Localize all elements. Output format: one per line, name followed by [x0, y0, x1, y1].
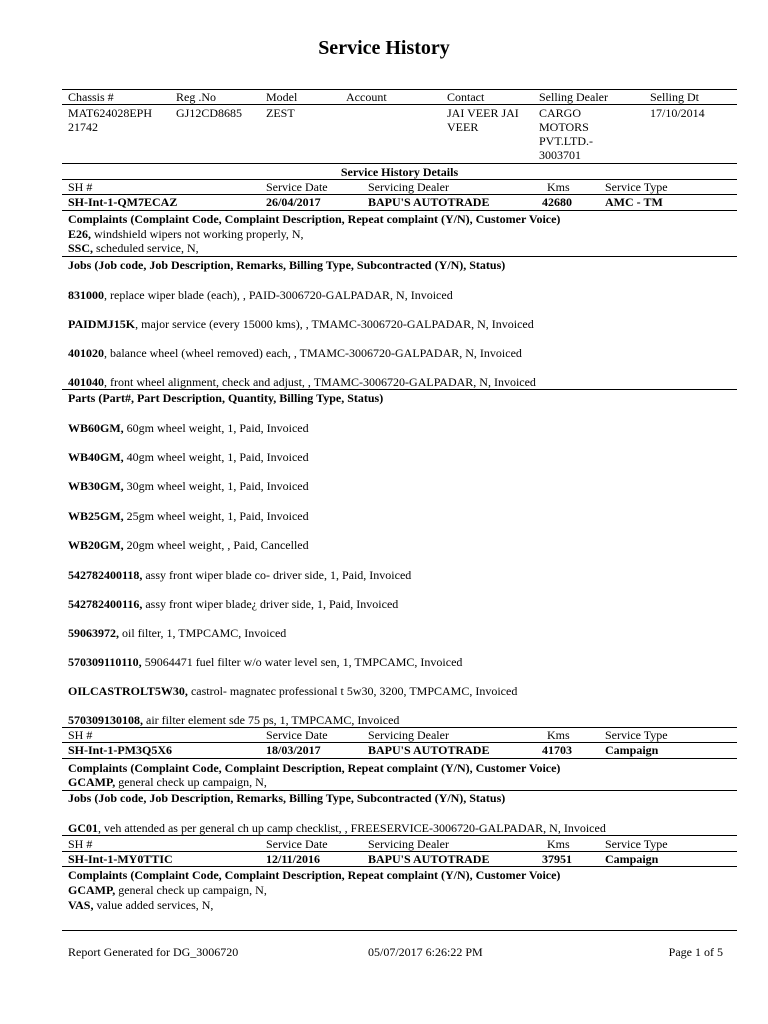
- job-item: 401020, balance wheel (wheel removed) each, , TMAMC-3006720-GALPADAR, N, Invoiced: [68, 346, 522, 360]
- jobs-header: Jobs (Job code, Job Description, Remarks, Billing Type, Subcontracted (Y/N), Status): [68, 258, 506, 272]
- service-date: 12/11/2016: [266, 852, 321, 866]
- sh-number: SH-Int-1-PM3Q5X6: [68, 743, 172, 757]
- servicing-dealer: BAPU'S AUTOTRADE: [368, 195, 490, 209]
- service-type-header: Service Type: [605, 180, 668, 194]
- complaint-item: SSC, scheduled service, N,: [68, 241, 199, 255]
- col-header-chassis: Chassis #: [68, 90, 114, 104]
- job-item: PAIDMJ15K, major service (every 15000 kms), , TMAMC-3006720-GALPADAR, N, Invoiced: [68, 317, 534, 331]
- reg-no-value: GJ12CD8685: [176, 106, 243, 120]
- kms-header: Kms: [547, 837, 570, 851]
- service-type: Campaign: [605, 852, 659, 866]
- complaint-item: GCAMP, general check up campaign, N,: [68, 883, 267, 897]
- model-value: ZEST: [266, 106, 295, 120]
- selling-dealer-line2: MOTORS: [539, 120, 589, 134]
- service-type: AMC - TM: [605, 195, 663, 209]
- service-type: Campaign: [605, 743, 659, 757]
- part-item: 542782400118, assy front wiper blade co- driver side, 1, Paid, Invoiced: [68, 568, 412, 582]
- complaint-item: VAS, value added services, N,: [68, 898, 214, 912]
- kms-value: 37951: [542, 852, 572, 866]
- footer-divider: [62, 930, 737, 931]
- kms-header: Kms: [547, 180, 570, 194]
- jobs-header: Jobs (Job code, Job Description, Remarks, Billing Type, Subcontracted (Y/N), Status): [68, 791, 506, 805]
- servicing-dealer: BAPU'S AUTOTRADE: [368, 852, 490, 866]
- col-header-reg-no: Reg .No: [176, 90, 216, 104]
- sh-header: SH #: [68, 180, 93, 194]
- divider: [62, 89, 737, 90]
- col-header-model: Model: [266, 90, 298, 104]
- page-title: Service History: [318, 37, 450, 59]
- complaint-item: GCAMP, general check up campaign, N,: [68, 775, 267, 789]
- part-item: 570309110110, 59064471 fuel filter w/o water level sen, 1, TMPCAMC, Invoiced: [68, 655, 463, 669]
- sh-number: SH-Int-1-QM7ECAZ: [68, 195, 178, 209]
- part-item: 570309130108, air filter element sde 75 ps, 1, TMPCAMC, Invoiced: [68, 713, 400, 727]
- service-date-header: Service Date: [266, 180, 328, 194]
- selling-dealer-line4: 3003701: [539, 148, 581, 162]
- servicing-dealer-header: Servicing Dealer: [368, 180, 449, 194]
- complaint-item: E26, windshield wipers not working properly, N,: [68, 227, 304, 241]
- kms-value: 42680: [542, 195, 572, 209]
- kms-header: Kms: [547, 728, 570, 742]
- divider: [62, 835, 737, 836]
- report-generated-for: Report Generated for DG_3006720: [68, 945, 239, 959]
- part-item: OILCASTROLT5W30, castrol- magnatec professional t 5w30, 3200, TMPCAMC, Invoiced: [68, 684, 518, 698]
- col-header-contact: Contact: [447, 90, 485, 104]
- divider: [62, 256, 737, 257]
- part-item: WB40GM, 40gm wheel weight, 1, Paid, Invoiced: [68, 450, 309, 464]
- col-header-selling-dealer: Selling Dealer: [539, 90, 608, 104]
- job-item: 831000, replace wiper blade (each), , PAID-3006720-GALPADAR, N, Invoiced: [68, 288, 453, 302]
- part-item: WB25GM, 25gm wheel weight, 1, Paid, Invoiced: [68, 509, 309, 523]
- contact-value-line1: JAI VEER JAI: [447, 106, 519, 120]
- part-item: 59063972, oil filter, 1, TMPCAMC, Invoiced: [68, 626, 287, 640]
- part-item: WB20GM, 20gm wheel weight, , Paid, Cancelled: [68, 538, 309, 552]
- contact-value-line2: VEER: [447, 120, 479, 134]
- complaints-header: Complaints (Complaint Code, Complaint Description, Repeat complaint (Y/N), Customer Voice): [68, 868, 561, 882]
- parts-header: Parts (Part#, Part Description, Quantity, Billing Type, Status): [68, 391, 384, 405]
- chassis-value-line2: 21742: [68, 120, 98, 134]
- sh-header: SH #: [68, 837, 93, 851]
- chassis-value-line1: MAT624028EPH: [68, 106, 153, 120]
- selling-dealer-line3: PVT.LTD.-: [539, 134, 593, 148]
- selling-dealer-line1: CARGO: [539, 106, 582, 120]
- col-header-selling-dt: Selling Dt: [650, 90, 700, 104]
- complaints-header: Complaints (Complaint Code, Complaint Description, Repeat complaint (Y/N), Customer Voice): [68, 761, 561, 775]
- service-type-header: Service Type: [605, 728, 668, 742]
- servicing-dealer: BAPU'S AUTOTRADE: [368, 743, 490, 757]
- servicing-dealer-header: Servicing Dealer: [368, 728, 449, 742]
- details-section-title: Service History Details: [340, 165, 459, 179]
- divider: [62, 163, 737, 164]
- part-item: WB30GM, 30gm wheel weight, 1, Paid, Invoiced: [68, 479, 309, 493]
- service-date: 18/03/2017: [266, 743, 321, 757]
- service-date-header: Service Date: [266, 728, 328, 742]
- divider: [62, 758, 737, 759]
- job-item: 401040, front wheel alignment, check and adjust, , TMAMC-3006720-GALPADAR, N, Invoiced: [68, 375, 536, 389]
- complaints-header: Complaints (Complaint Code, Complaint Description, Repeat complaint (Y/N), Customer Voice): [68, 212, 561, 226]
- col-header-account: Account: [346, 90, 387, 104]
- sh-number: SH-Int-1-MY0TTIC: [68, 852, 173, 866]
- kms-value: 41703: [542, 743, 572, 757]
- service-type-header: Service Type: [605, 837, 668, 851]
- job-item: GC01, veh attended as per general ch up camp checklist, , FREESERVICE-3006720-GALPADAR, N, Invoiced: [68, 821, 606, 835]
- page-number: Page 1 of 5: [668, 945, 723, 959]
- service-date-header: Service Date: [266, 837, 328, 851]
- divider: [62, 389, 737, 390]
- selling-dt-value: 17/10/2014: [650, 106, 705, 120]
- sh-header: SH #: [68, 728, 93, 742]
- part-item: 542782400116, assy front wiper blade¿ driver side, 1, Paid, Invoiced: [68, 597, 399, 611]
- divider: [62, 104, 737, 105]
- service-date: 26/04/2017: [266, 195, 321, 209]
- part-item: WB60GM, 60gm wheel weight, 1, Paid, Invoiced: [68, 421, 309, 435]
- report-datetime: 05/07/2017 6:26:22 PM: [368, 945, 483, 959]
- servicing-dealer-header: Servicing Dealer: [368, 837, 449, 851]
- divider: [62, 210, 737, 211]
- divider: [62, 866, 737, 867]
